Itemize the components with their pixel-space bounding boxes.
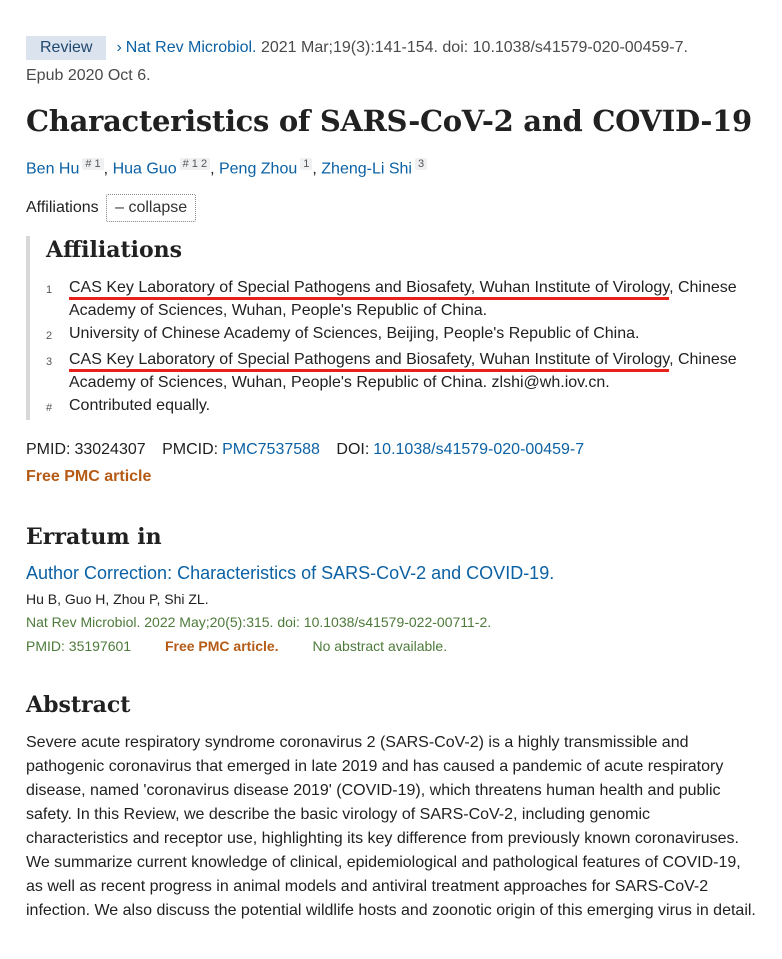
author-link[interactable]: Peng Zhou [218, 160, 298, 178]
affiliation-text: , Chinese Academy of Sciences, Wuhan, People's Republic of China. zlshi@wh.iov.cn. [69, 351, 737, 391]
author-link[interactable]: Ben Hu [26, 160, 80, 178]
affiliations-toggle-row [26, 194, 196, 222]
affiliations-heading: Affiliations [46, 237, 183, 263]
highlighted-institution: CAS Key Laboratory of Special Pathogens and Biosafety, Wuhan Institute of Virology [69, 279, 670, 296]
article-type-badge: Review [26, 36, 106, 60]
collapse-button[interactable]: – collapse [106, 194, 196, 222]
erratum-journal: Nat Rev Microbiol. 2022 May;20(5):315. doi: 10.1038/s41579-022-00711-2. [26, 614, 492, 630]
erratum-meta [26, 638, 447, 654]
pmcid-label: PMCID: [162, 441, 219, 458]
author-list: Ben Hu $^{\# 1}$ , Hua Guo $^{\# 1 2}$ , Peng Zhou $^1$ , Zheng-Li Shi $^3$ [26, 158, 427, 178]
erratum-no-abstract: No abstract available. [312, 638, 448, 654]
affiliation-number: 2 [46, 330, 53, 342]
pmid-label: PMID: [26, 441, 71, 458]
affiliation-text: Contributed equally. [69, 397, 211, 414]
pmid-value: 33024307 [74, 441, 146, 458]
erratum-authors: Hu B, Guo H, Zhou P, Shi ZL. [26, 591, 209, 607]
chevron-right-icon[interactable]: › [116, 39, 122, 56]
erratum-heading: Erratum in [26, 524, 162, 550]
abstract-text: Severe acute respiratory syndrome coronavirus 2 (SARS-CoV-2) is a highly transmissible and pathogenic coronavirus that emerged in late 2019 and has caused a pandemic of acute respiratory disease, named 'coronavirus disease 2019' (COVID-19), which threatens human health and public safety. In this Review, we describe the basic virology of SARS-CoV-2, including genomic characteristics and receptor use, highlighting its key difference from previously known coronaviruses. We summarize current knowledge of clinical, epidemiological and pathological features of COVID-19, as well as recent progress in animal models and antiviral treatment approaches for SARS-CoV-2 infection. We also discuss the potential wildlife hosts and zoonotic origin of this emerging virus in detail. [26, 734, 756, 919]
abstract-heading: Abstract [26, 692, 131, 718]
author-link[interactable]: Zheng-Li Shi [321, 160, 412, 178]
affiliation-text: , Chinese Academy of Sciences, Wuhan, People's Republic of China. [69, 279, 737, 319]
doi-label: DOI: [336, 441, 370, 458]
highlighted-institution: CAS Key Laboratory of Special Pathogens and Biosafety, Wuhan Institute of Virology [69, 351, 670, 368]
affiliation-text: University of Chinese Academy of Sciences, Beijing, People's Republic of China. [69, 325, 640, 342]
affiliations-label: Affiliations [26, 199, 99, 216]
affiliation-item [46, 394, 776, 420]
journal-link[interactable]: Nat Rev Microbiol. [125, 39, 257, 56]
affiliation-number: # [46, 402, 53, 414]
affiliation-item [46, 276, 776, 322]
author-affiliation-ref[interactable]: # 1 [82, 158, 103, 170]
identifier-row [26, 441, 584, 459]
affiliation-number: 3 [46, 356, 53, 368]
affiliations-panel [26, 236, 776, 420]
author-affiliation-ref[interactable]: 3 [415, 158, 427, 170]
affiliation-number: 1 [46, 284, 53, 296]
affiliation-item [46, 348, 776, 394]
pmcid-link[interactable]: PMC7537588 [222, 441, 320, 458]
affiliation-item [46, 322, 776, 348]
doi-link[interactable]: 10.1038/s41579-020-00459-7 [373, 441, 585, 458]
citation-details: 2021 Mar;19(3):141-154. doi: 10.1038/s41579-020-00459-7. [260, 39, 688, 56]
author-affiliation-ref[interactable]: 1 [300, 158, 312, 170]
epub-date: Epub 2020 Oct 6. [26, 67, 151, 84]
erratum-title-link[interactable]: Author Correction: Characteristics of SARS-CoV-2 and COVID-19. [26, 563, 555, 583]
citation-line [26, 34, 766, 90]
free-pmc-link[interactable]: Free PMC article [26, 468, 152, 485]
author-affiliation-ref[interactable]: # 1 2 [180, 158, 210, 170]
erratum-free-pmc-link[interactable]: Free PMC article. [164, 638, 279, 654]
erratum-pmid: PMID: 35197601 [26, 638, 132, 654]
article-title: Characteristics of SARS-CoV-2 and COVID-19 [26, 104, 752, 138]
author-link[interactable]: Hua Guo [112, 160, 177, 178]
